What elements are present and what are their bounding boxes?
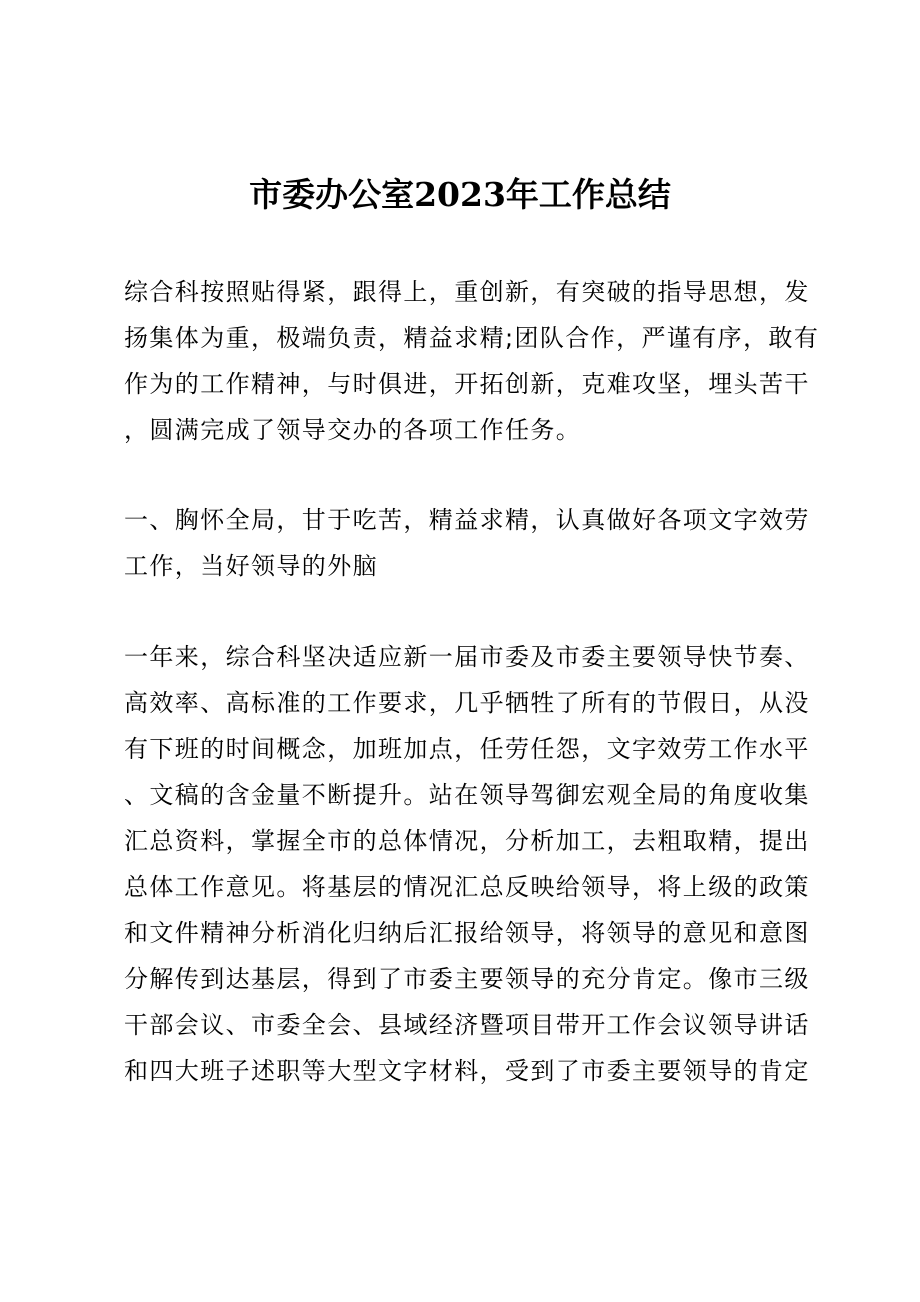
paragraph-intro (124, 269, 820, 453)
text-line: 作为的工作精神，与时俱进，开拓创新，克难攻坚，埋头苦干 (124, 370, 810, 398)
text-line: 综合科按照贴得紧，跟得上，重创新，有突破的指导思想，发 (124, 278, 810, 306)
section-heading-1 (124, 497, 810, 589)
text-line: 有下班的时间概念，加班加点，任劳任怨，文字效劳工作水平 (124, 735, 810, 763)
text-line: 总体工作意见。将基层的情况汇总反映给领导，将上级的政策 (124, 873, 810, 901)
text-line: 汇总资料，掌握全市的总体情况，分析加工，去粗取精，提出 (124, 827, 810, 855)
text-line: 扬集体为重，极端负责，精益求精;团队合作，严谨有序，敢有 (124, 324, 820, 352)
text-line: 和文件精神分析消化归纳后汇报给领导，将领导的意见和意图 (124, 919, 810, 947)
text-line: 和四大班子述职等大型文字材料，受到了市委主要领导的肯定 (124, 1057, 810, 1085)
text-line: 工作，当好领导的外脑 (124, 552, 378, 580)
text-line: 一、胸怀全局，甘于吃苦，精益求精，认真做好各项文字效劳 (124, 506, 810, 534)
text-line: ，圆满完成了领导交办的各项工作任务。 (124, 416, 582, 444)
text-line: 一年来，综合科坚决适应新一届市委及市委主要领导快节奏、 (124, 643, 810, 671)
document-title: 市委办公室2023年工作总结 (249, 175, 671, 214)
text-line: 、文稿的含金量不断提升。站在领导驾御宏观全局的角度收集 (124, 781, 810, 809)
paragraph-body (124, 634, 810, 1094)
text-line: 高效率、高标准的工作要求，几乎牺牲了所有的节假日，从没 (124, 689, 810, 717)
text-line: 分解传到达基层，得到了市委主要领导的充分肯定。像市三级 (124, 965, 810, 993)
text-line: 干部会议、市委全会、县域经济暨项目带开工作会议领导讲话 (124, 1011, 810, 1039)
